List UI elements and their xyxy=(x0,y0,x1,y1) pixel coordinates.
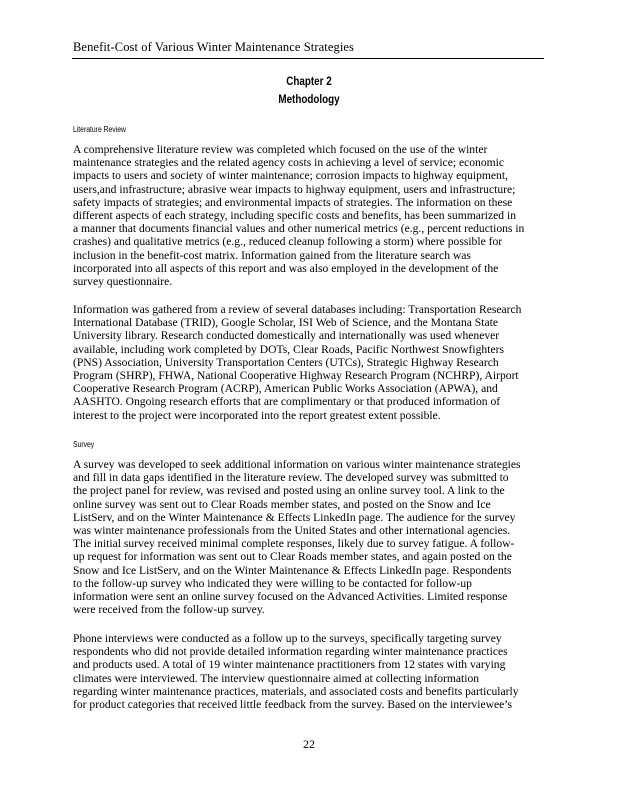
text-line: climates were interviewed. The interview questionnaire aimed at collecting information xyxy=(73,671,480,685)
text-line: A survey was developed to seek additional information on various winter maintenance strategies xyxy=(73,458,521,471)
text-line: for product categories that received little feedback from the survey. Based on the interviewee’s xyxy=(73,698,512,712)
chapter-number: Chapter 2 xyxy=(286,74,332,88)
text-line: a manner that documents financial values and other numerical metrics (e.g., percent reductions in xyxy=(73,222,525,236)
text-line: respondents who did not provide detailed information regarding winter maintenance practices xyxy=(73,645,508,659)
text-line: and fill in data gaps identified in the literature review. The developed survey was submitted to xyxy=(73,471,509,485)
survey-paragraph-2 xyxy=(73,632,553,711)
text-line: Snow and Ice ListServ, and on the Winter Maintenance & Effects LinkedIn page. Respondents xyxy=(73,563,512,577)
header-rule xyxy=(72,58,544,59)
text-line: impacts to users and society of winter maintenance; corrosion impacts to highway equipment, xyxy=(73,169,508,183)
text-line: The initial survey received minimal complete responses, likely due to survey fatigue. A follow- xyxy=(73,537,515,551)
chapter-title: Methodology xyxy=(278,92,340,106)
text-line: incorporated into all aspects of this report and was also employed in the development of the xyxy=(73,261,499,275)
text-line: inclusion in the benefit-cost matrix. Information gained from the literature search was xyxy=(73,248,471,262)
text-line: regarding winter maintenance practices, materials, and associated costs and benefits particularly xyxy=(73,684,519,698)
text-line: to the follow-up survey who indicated they were willing to be contacted for follow-up xyxy=(73,576,472,590)
text-line: ListServ, and on the Winter Maintenance & Effects LinkedIn page. The audience for the survey xyxy=(73,510,516,524)
text-line: available, including work completed by DOTs, Clear Roads, Pacific Northwest Snowfighters xyxy=(73,342,504,356)
text-line: crashes) and qualitative metrics (e.g., reduced cleanup following a storm) where possible for xyxy=(73,235,503,249)
survey-paragraph-1 xyxy=(73,458,553,616)
text-line: different aspects of each strategy, including specific costs and benefits, has been summarized in xyxy=(73,209,516,223)
text-line: Phone interviews were conducted as a follow up to the surveys, specifically targeting survey xyxy=(73,632,502,645)
text-line: safety impacts of strategies; and environmental impacts of strategies. The information on these xyxy=(73,195,513,209)
text-line: Cooperative Research Program (ACRP), American Public Works Association (APWA), and xyxy=(73,382,498,396)
text-line: the project panel for review, was revised and posted using an online survey tool. A link to the xyxy=(73,484,505,498)
text-line: information were sent an online survey focused on the Advanced Activities. Limited response xyxy=(73,590,508,604)
section-heading-survey: Survey xyxy=(73,440,95,449)
text-line: was winter maintenance professionals from the United States and other international agencies. xyxy=(73,524,511,538)
text-line: International Database (TRID), Google Scholar, ISI Web of Science, and the Montana State xyxy=(73,316,498,330)
running-header: Benefit-Cost of Various Winter Maintenance Strategies xyxy=(73,40,355,54)
text-line: interest to the project were incorporated into the report greatest extent possible. xyxy=(73,408,441,422)
text-line: A comprehensive literature review was completed which focused on the use of the winter xyxy=(73,143,488,156)
text-line: and products used. A total of 19 winter maintenance practitioners from 12 states with varying xyxy=(73,658,506,672)
literature-review-paragraph-1 xyxy=(73,143,553,288)
text-line: survey questionnaire. xyxy=(73,275,173,289)
literature-review-paragraph-2 xyxy=(73,303,553,422)
text-line: University library. Research conducted domestically and internationally was used whenever xyxy=(73,329,500,343)
text-line: online survey was sent out to Clear Roads member states, and posted on the Snow and Ice xyxy=(73,497,491,511)
text-line: users,and infrastructure; abrasive wear impacts to highway equipment, users and infrastructure; xyxy=(73,182,516,196)
text-line: were received from the follow-up survey. xyxy=(73,603,265,617)
page-number: 22 xyxy=(303,737,315,751)
text-line: up request for information was sent out to Clear Roads member states, and again posted on the xyxy=(73,550,512,564)
text-line: Information was gathered from a review of several databases including: Transportation Research xyxy=(73,303,522,316)
section-heading-literature-review: Literature Review xyxy=(73,125,126,134)
text-line: AASHTO. Ongoing research efforts that are complimentary or that produced information of xyxy=(73,395,501,409)
text-line: (PNS) Association, University Transportation Centers (UTCs), Strategic Highway Research xyxy=(73,355,499,369)
text-line: maintenance strategies and the related agency costs in achieving a level of service; economic xyxy=(73,156,505,170)
text-line: Program (SHRP), FHWA, National Cooperative Highway Research Program (NCHRP), Airport xyxy=(73,369,519,383)
